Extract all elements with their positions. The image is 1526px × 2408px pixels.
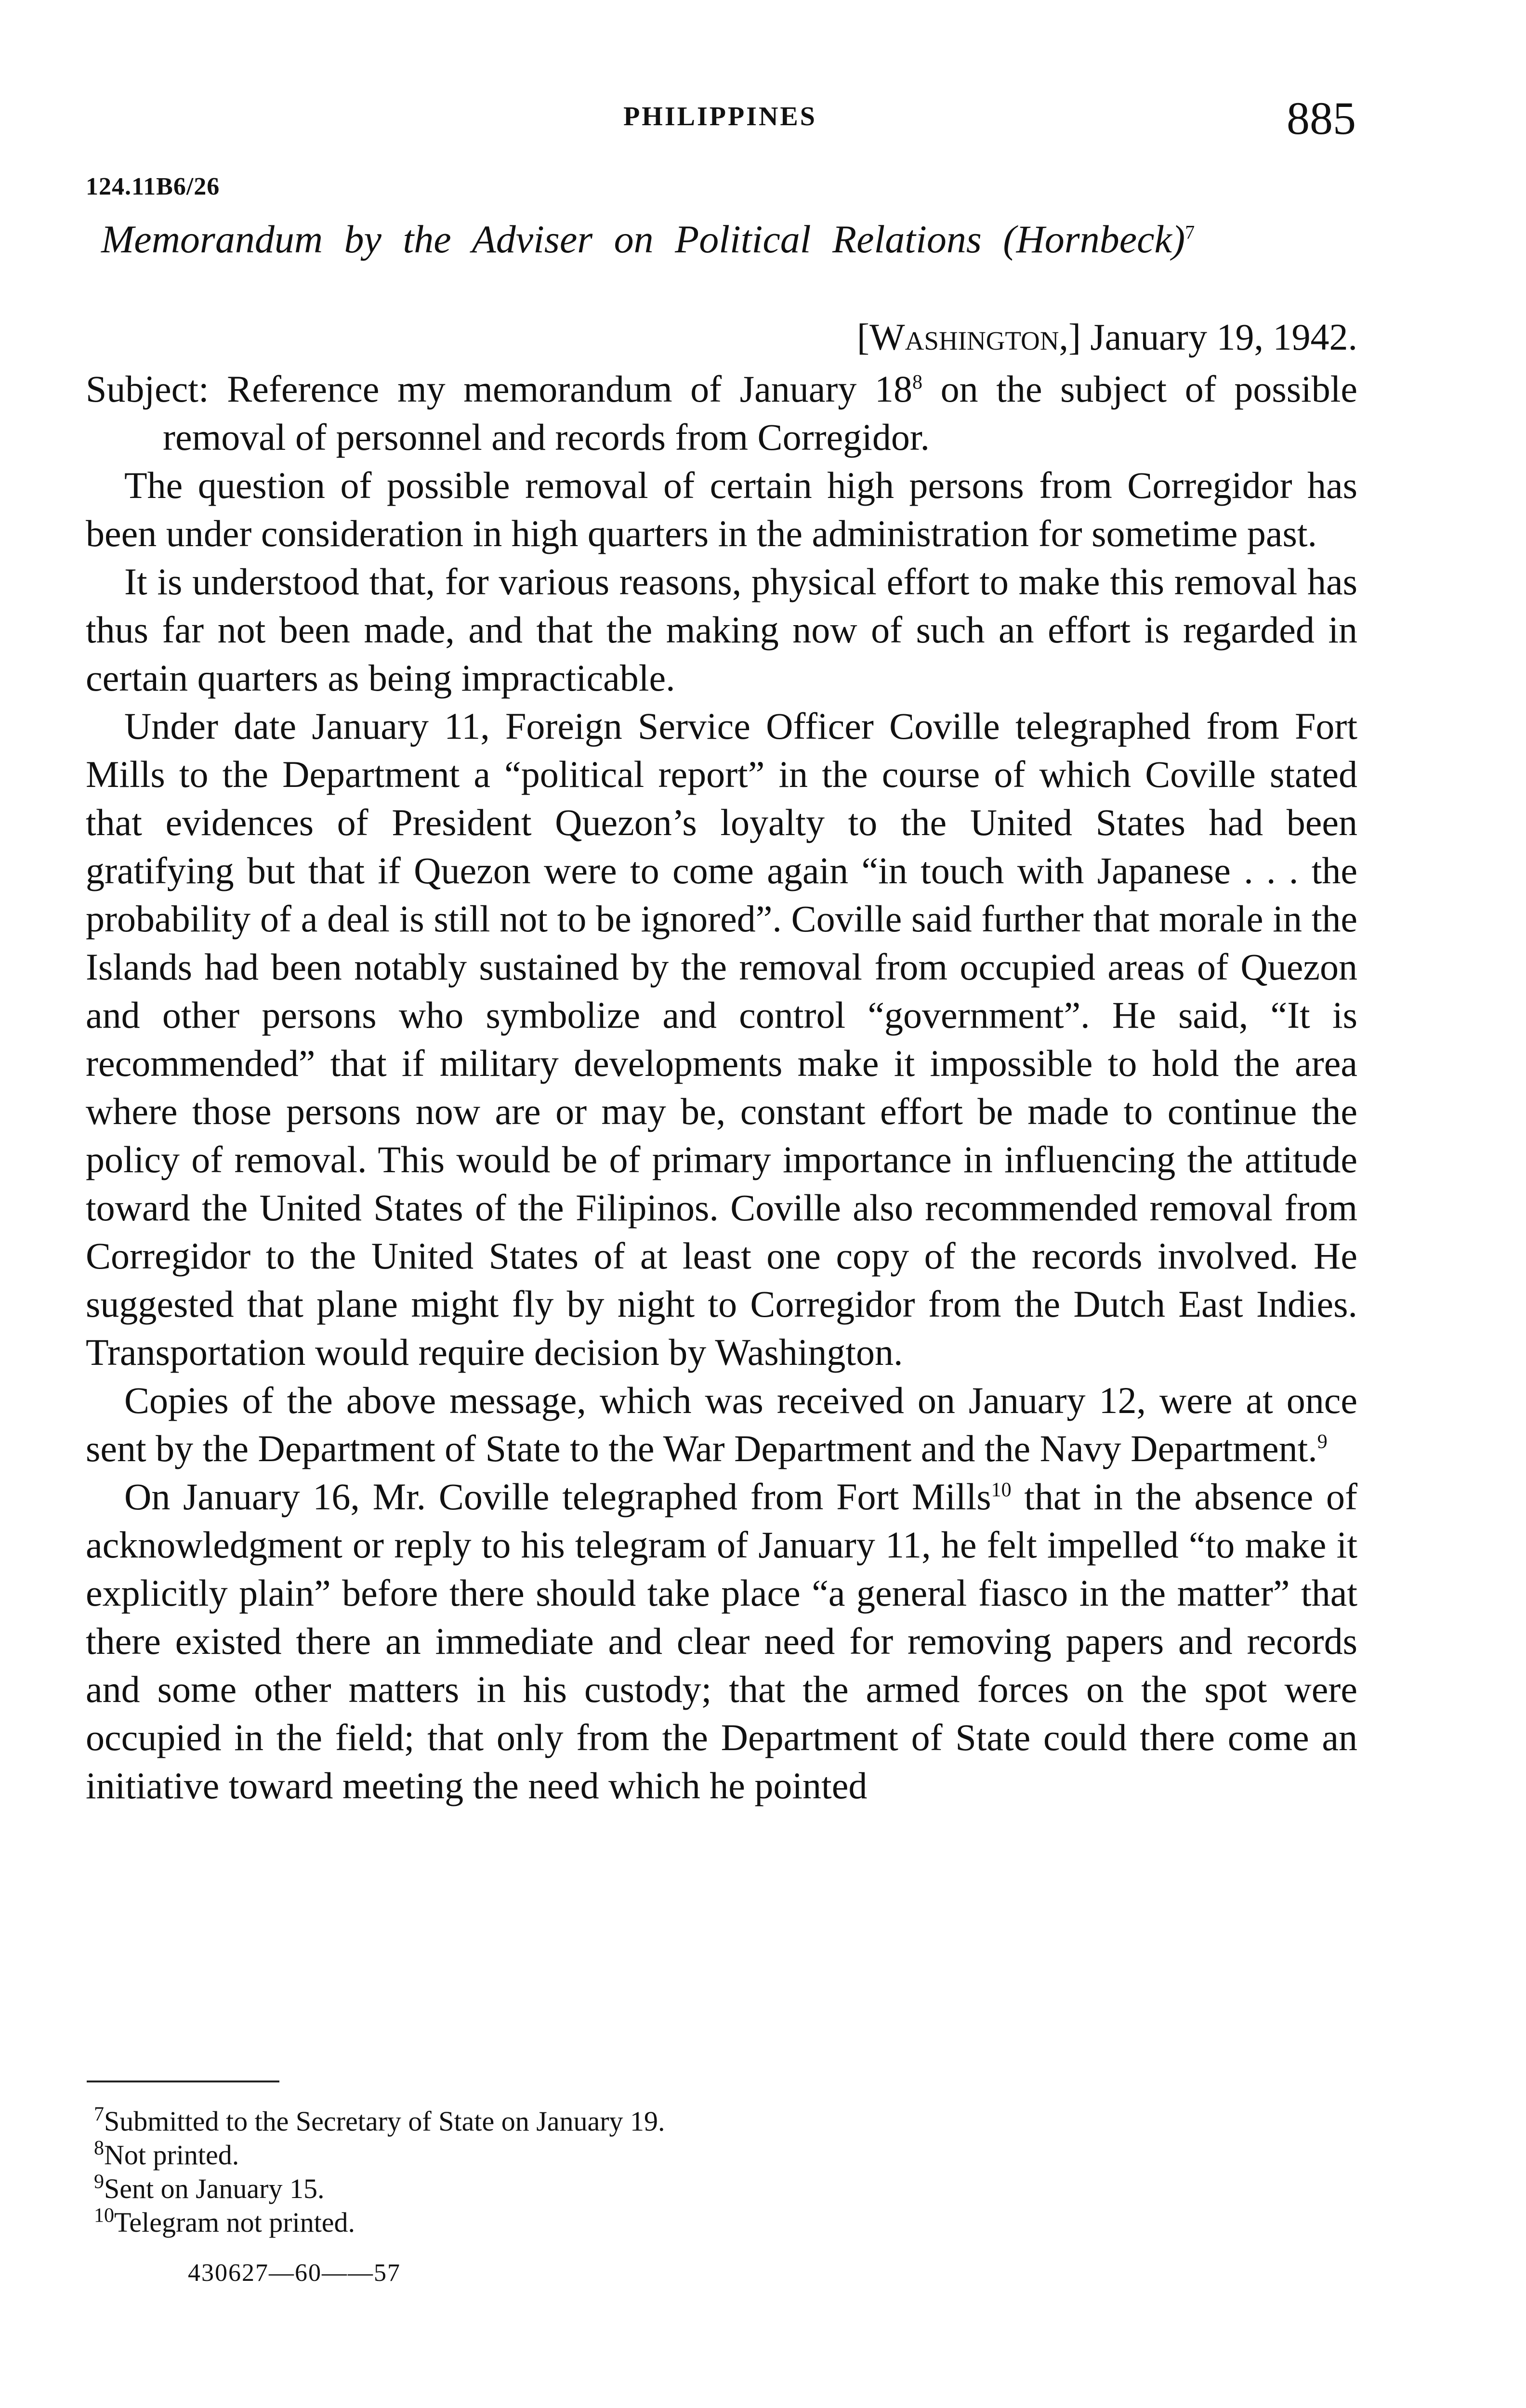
footnote-mark: 7 (94, 2103, 104, 2126)
footnote-ref-8: 8 (912, 371, 922, 393)
running-head (84, 92, 1356, 149)
paragraph-5-text-a: On January 16, Mr. Coville telegraphed from Fort Mills (124, 1476, 991, 1518)
dateline-place: Washington (869, 316, 1059, 358)
subject-line (86, 365, 1357, 461)
document-title (101, 217, 1363, 262)
paragraph-5 (86, 1473, 1357, 1810)
paragraph-4 (86, 1376, 1357, 1473)
footnote-text: Telegram not printed. (114, 2207, 355, 2238)
memorandum-body (86, 313, 1357, 1810)
footnote (94, 2206, 1057, 2239)
footnote-ref-9: 9 (1317, 1431, 1328, 1453)
footnotes (94, 2105, 1057, 2239)
footnote-text: Not printed. (104, 2139, 239, 2171)
footnote-mark: 9 (94, 2171, 104, 2193)
paragraph-3: Under date January 11, Foreign Service Officer Coville telegraphed from Fort Mills to the Department a “political report” in the course of which Coville stated that evidences of President Quezon’s loyalty to the United States had been gratifying but that if Quezon were to come again “in touch with Japanese . . . the probability of a deal is still not to be ignored”. Coville said further that morale in the Islands had been notably sustained by the removal from occupied areas of Quezon and other persons who symbolize and control “government”. He said, “It is recommended” that if military developments make it impossible to hold the area where those persons now are or may be, constant effort be made to continue the policy of removal. This would be of primary importance in influencing the attitude toward the United States of the Filipinos. Coville also recommended removal from Corregidor to the United States of at least one copy of the records involved. He suggested that plane might fly by night to Corregidor from the Dutch East Indies. Transportation would require decision by Washington. (86, 705, 1357, 1373)
paragraph-5-text-b: that in the absence of acknowledgment or reply to his telegram of January 11, he felt impelled “to make it explicitly plain” before there should take place “a general fiasco in the matter” that there existed there an immediate and clear need for removing papers and records and some other matters in his custody; that the armed forces on the spot were occupied in the field; that only from the Department of State could there come an initiative toward meeting the need which he pointed (86, 1476, 1358, 1806)
dateline-bracket-open: [ (857, 316, 869, 358)
footnote (94, 2105, 1057, 2138)
document-title-text: Memorandum by the Adviser on Political Relations (Hornbeck) (101, 217, 1185, 261)
paragraph-4-text: Copies of the above message, which was received on January 12, were at once sent by the Department of State to the War Department and the Navy Department. (86, 1379, 1357, 1469)
dateline (86, 313, 1357, 361)
paragraph-2: It is understood that, for various reasons, physical effort to make this removal has thus far not been made, and that the making now of such an effort is regarded in certain quarters as being impracticable. (86, 561, 1357, 699)
subject-text-b: on the subject of possible removal of personnel and records from Corregidor. (163, 368, 1358, 458)
dateline-bracket-close: ,] (1059, 316, 1081, 358)
subject-label: Subject: (86, 368, 209, 410)
footnote-mark: 8 (94, 2137, 104, 2159)
footnote-mark: 10 (94, 2204, 114, 2227)
running-title: PHILIPPINES (623, 102, 817, 131)
footnote-ref-10: 10 (991, 1479, 1012, 1501)
footnote-ref-7: 7 (1185, 221, 1195, 243)
footnote-divider (87, 2081, 279, 2082)
paragraph-1: The question of possible removal of certain high persons from Corregidor has been under consideration in high quarters in the administration for sometime past. (86, 464, 1357, 554)
subject-text-a: Reference my memorandum of January 18 (227, 368, 912, 410)
footnote-text: Submitted to the Secretary of State on January 19. (104, 2106, 665, 2137)
page-number: 885 (1287, 92, 1356, 144)
footnote-text: Sent on January 15. (104, 2173, 325, 2204)
dateline-date: January 19, 1942. (1090, 316, 1357, 358)
file-code: 124.11B6/26 (86, 173, 220, 200)
footnote (94, 2138, 1057, 2172)
print-code: 430627—60——57 (188, 2259, 401, 2287)
footnote (94, 2172, 1057, 2206)
